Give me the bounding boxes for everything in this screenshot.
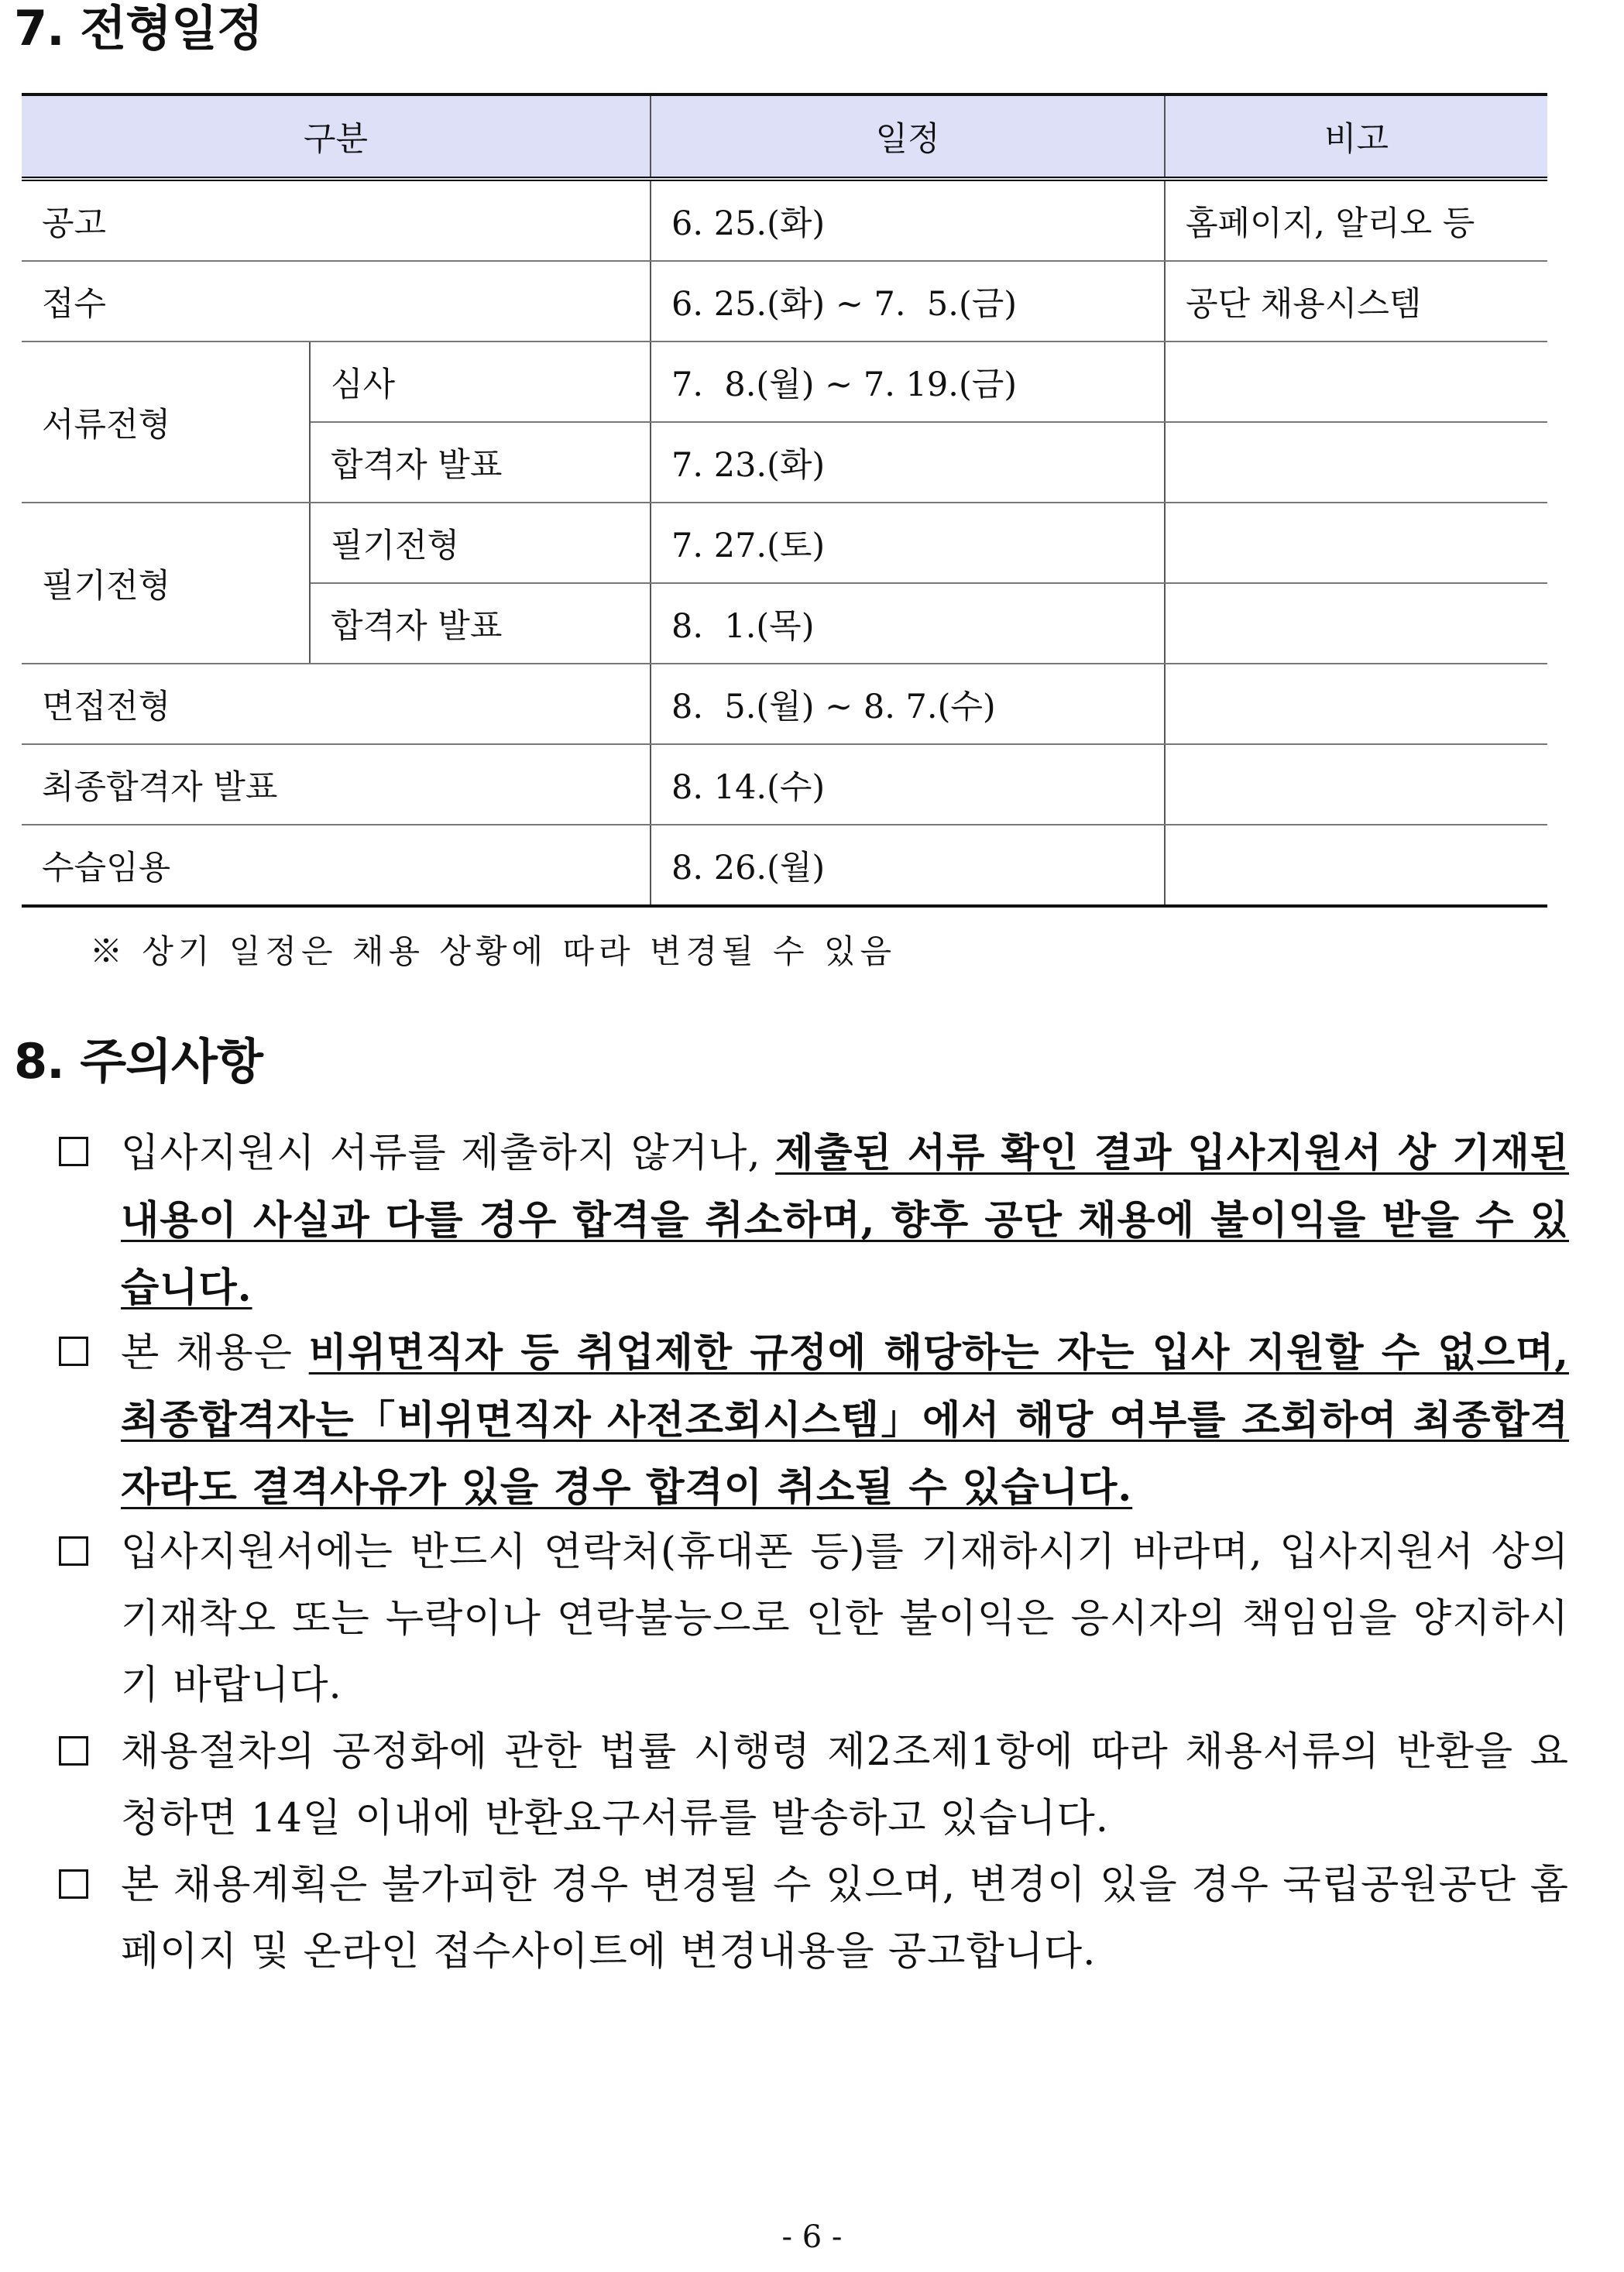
row-category: 공고: [22, 179, 651, 261]
row-subcategory: 합격자 발표: [310, 583, 651, 664]
checkbox-icon: [59, 1536, 88, 1566]
row-schedule: 8. 1.(목): [651, 583, 1165, 664]
notice-plain-text: 본 채용계획은 불가피한 경우 변경될 수 있으며, 변경이 있을 경우 국립공원공단 홈페이지 및 온라인 접수사이트에 변경내용을 공고합니다.: [121, 1862, 1569, 1975]
row-note: [1165, 664, 1547, 744]
notice-item: [59, 1120, 1569, 1322]
notice-plain-text: 입사지원시 서류를 제출하지 않거나,: [121, 1131, 776, 1176]
row-subcategory: 심사: [310, 341, 651, 422]
notice-text: [121, 1320, 1569, 1522]
notice-text: [121, 1852, 1569, 1985]
section-7-title: 7. 전형일정: [14, 0, 263, 57]
checkbox-icon: [59, 1337, 88, 1366]
notice-item: [59, 1519, 1569, 1719]
row-schedule: 6. 25.(화) ~ 7. 5.(금): [651, 261, 1165, 341]
table-row: [22, 664, 1547, 744]
row-schedule: 7. 8.(월) ~ 7. 19.(금): [651, 341, 1165, 422]
notice-plain-text: 채용절차의 공정화에 관한 법률 시행령 제2조제1항에 따라 채용서류의 반환을 요청하면 14일 이내에 반환요구서류를 발송하고 있습니다.: [121, 1729, 1569, 1841]
header-category: 구분: [22, 94, 651, 179]
row-schedule: 6. 25.(화): [651, 179, 1165, 261]
row-category: 서류전형: [22, 341, 310, 503]
table-row: [22, 503, 1547, 583]
row-category: 필기전형: [22, 503, 310, 664]
row-note: 공단 채용시스템: [1165, 261, 1547, 341]
row-subcategory: 필기전형: [310, 503, 651, 583]
row-note: [1165, 422, 1547, 503]
table-row: [22, 261, 1547, 341]
row-note: [1165, 825, 1547, 906]
row-category: 접수: [22, 261, 651, 341]
checkbox-icon: [59, 1137, 88, 1166]
row-schedule: 8. 26.(월): [651, 825, 1165, 906]
row-subcategory: 합격자 발표: [310, 422, 651, 503]
table-row: [22, 179, 1547, 261]
notice-text: [121, 1120, 1569, 1322]
notice-text: [121, 1519, 1569, 1719]
schedule-table: [22, 93, 1547, 908]
row-note: [1165, 583, 1547, 664]
notice-emphasis-text: 비위면직자 등 취업제한 규정에 해당하는 자는 입사 지원할 수 없으며, 최종합격자는「비위면직자 사전조회시스템」에서 해당 여부를 조회하여 최종합격자라도 결격사유가 있을 경우 합격이 취소될 수 있습니다.: [121, 1330, 1569, 1511]
page-number: - 6 -: [781, 2219, 843, 2255]
row-category: 최종합격자 발표: [22, 744, 651, 825]
schedule-note: ※ 상기 일정은 채용 상황에 따라 변경될 수 있음: [90, 932, 897, 970]
section-8-title: 8. 주의사항: [14, 1033, 263, 1090]
row-schedule: 7. 27.(토): [651, 503, 1165, 583]
table-row: [22, 825, 1547, 906]
row-schedule: 8. 5.(월) ~ 8. 7.(수): [651, 664, 1165, 744]
header-schedule: 일정: [651, 94, 1165, 179]
row-note: [1165, 341, 1547, 422]
notice-item: [59, 1320, 1569, 1522]
table-row: [22, 744, 1547, 825]
table-header-row: [22, 94, 1547, 179]
row-note: [1165, 744, 1547, 825]
row-schedule: 7. 23.(화): [651, 422, 1165, 503]
notice-item: [59, 1719, 1569, 1852]
row-schedule: 8. 14.(수): [651, 744, 1165, 825]
row-note: [1165, 503, 1547, 583]
checkbox-icon: [59, 1869, 88, 1899]
notice-plain-text: 입사지원서에는 반드시 연락처(휴대폰 등)를 기재하시기 바라며, 입사지원서 상의 기재착오 또는 누락이나 연락불능으로 인한 불이익은 응시자의 책임임을 양지하시기 바랍니다.: [121, 1529, 1569, 1708]
notice-plain-text: 본 채용은: [121, 1330, 309, 1376]
table-row: [22, 341, 1547, 422]
row-note: 홈페이지, 알리오 등: [1165, 179, 1547, 261]
header-note: 비고: [1165, 94, 1547, 179]
notice-item: [59, 1852, 1569, 1985]
checkbox-icon: [59, 1736, 88, 1766]
notice-text: [121, 1719, 1569, 1852]
row-category: 수습임용: [22, 825, 651, 906]
notice-emphasis-text: 제출된 서류 확인 결과 입사지원서 상 기재된 내용이 사실과 다를 경우 합격을 취소하며, 향후 공단 채용에 불이익을 받을 수 있습니다.: [121, 1130, 1569, 1311]
row-category: 면접전형: [22, 664, 651, 744]
